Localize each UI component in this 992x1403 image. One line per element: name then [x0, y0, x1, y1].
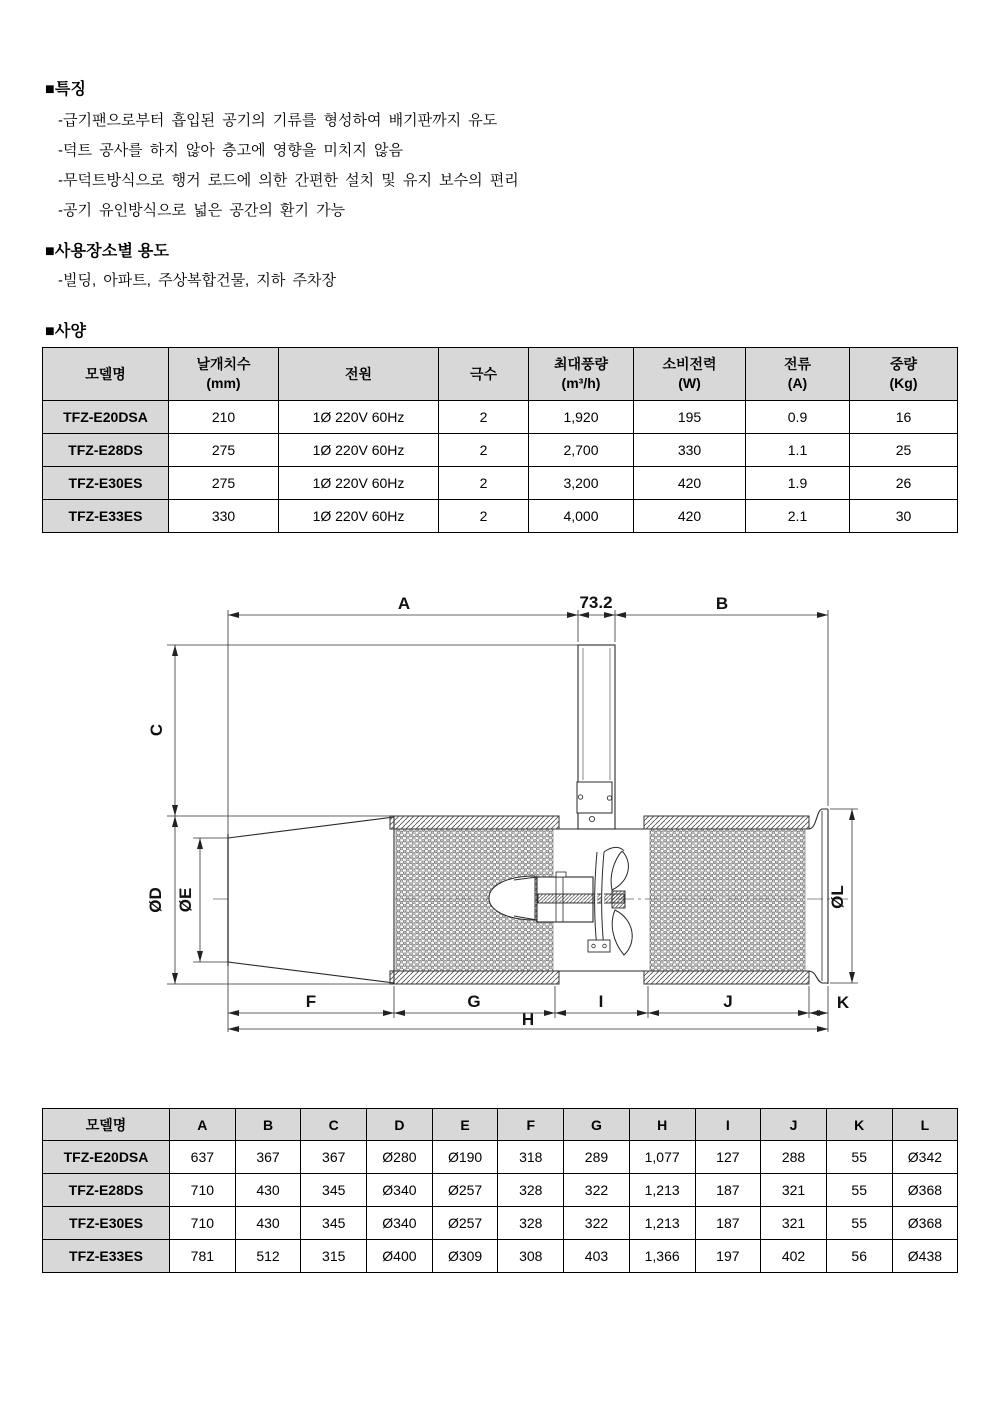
value-cell: 420 — [634, 467, 746, 500]
model-name-cell: TFZ-E30ES — [43, 467, 169, 500]
value-cell: 308 — [498, 1240, 564, 1273]
value-cell: Ø342 — [892, 1141, 958, 1174]
value-cell: 289 — [564, 1141, 630, 1174]
value-cell: 637 — [170, 1141, 236, 1174]
value-cell: Ø340 — [367, 1174, 433, 1207]
value-cell: 55 — [826, 1207, 892, 1240]
value-cell: Ø257 — [432, 1207, 498, 1240]
dim-label-j: J — [723, 992, 733, 1011]
dim-label-k: K — [836, 993, 850, 1012]
dims-col-header: H — [629, 1109, 695, 1141]
table-row — [43, 401, 958, 434]
value-cell: 1Ø 220V 60Hz — [279, 500, 439, 533]
value-cell: 420 — [634, 500, 746, 533]
spec-col-header: 소비전력 (W) — [634, 348, 746, 401]
value-cell: 195 — [634, 401, 746, 434]
value-cell: 315 — [301, 1240, 367, 1273]
value-cell: 1Ø 220V 60Hz — [279, 401, 439, 434]
value-cell: 4,000 — [529, 500, 634, 533]
value-cell: 345 — [301, 1174, 367, 1207]
value-cell: Ø190 — [432, 1141, 498, 1174]
dim-label-e: ØE — [176, 887, 195, 913]
value-cell: 3,200 — [529, 467, 634, 500]
value-cell: 210 — [169, 401, 279, 434]
dims-col-header: E — [432, 1109, 498, 1141]
value-cell: 197 — [695, 1240, 761, 1273]
model-name-cell: TFZ-E30ES — [43, 1207, 170, 1240]
table-row — [43, 500, 958, 533]
impeller-hub — [612, 891, 625, 908]
dim-label-d: ØD — [146, 887, 165, 913]
value-cell: 1,213 — [629, 1207, 695, 1240]
model-name-cell: TFZ-E28DS — [43, 1174, 170, 1207]
spec-col-header: 중량 (Kg) — [850, 348, 958, 401]
table-row — [43, 1240, 958, 1273]
value-cell: 0.9 — [746, 401, 850, 434]
mounting-plate — [588, 940, 610, 952]
value-cell: 1.1 — [746, 434, 850, 467]
dims-col-header: J — [761, 1109, 827, 1141]
dim-label-f: F — [305, 992, 317, 1011]
value-cell: 430 — [235, 1207, 301, 1240]
value-cell: 2 — [439, 434, 529, 467]
spec-table-header — [43, 348, 958, 401]
spec-col-header: 전류 (A) — [746, 348, 850, 401]
spec-title-wrap — [45, 318, 86, 341]
dim-label-a: A — [397, 594, 411, 613]
dims-col-header: F — [498, 1109, 564, 1141]
value-cell: 2.1 — [746, 500, 850, 533]
usage-list — [58, 266, 336, 296]
value-cell: 55 — [826, 1174, 892, 1207]
value-cell: 403 — [564, 1240, 630, 1273]
value-cell: 275 — [169, 467, 279, 500]
dims-col-header: L — [892, 1109, 958, 1141]
value-cell: 330 — [634, 434, 746, 467]
value-cell: 2 — [439, 500, 529, 533]
value-cell: 322 — [564, 1174, 630, 1207]
table-row — [43, 1174, 958, 1207]
value-cell: 1,213 — [629, 1174, 695, 1207]
value-cell: Ø438 — [892, 1240, 958, 1273]
value-cell: 30 — [850, 500, 958, 533]
value-cell: 345 — [301, 1207, 367, 1240]
dims-col-header: D — [367, 1109, 433, 1141]
dims-col-header: G — [564, 1109, 630, 1141]
value-cell: 187 — [695, 1174, 761, 1207]
value-cell: 25 — [850, 434, 958, 467]
value-cell: 321 — [761, 1207, 827, 1240]
table-row — [43, 1207, 958, 1240]
value-cell: 328 — [498, 1207, 564, 1240]
dims-col-header: I — [695, 1109, 761, 1141]
value-cell: 781 — [170, 1240, 236, 1273]
fan-technical-drawing — [0, 580, 992, 1050]
value-cell: 2 — [439, 401, 529, 434]
value-cell: 367 — [301, 1141, 367, 1174]
model-name-cell: TFZ-E28DS — [43, 434, 169, 467]
feature-item: -공기 유인방식으로 넓은 공간의 환기 가능 — [58, 202, 346, 219]
spec-col-header: 최대풍량 (m³/h) — [529, 348, 634, 401]
spec-col-header: 전원 — [279, 348, 439, 401]
table-row — [43, 1141, 958, 1174]
value-cell: 328 — [498, 1174, 564, 1207]
dim-label-h: H — [521, 1010, 535, 1029]
value-cell: 512 — [235, 1240, 301, 1273]
value-cell: 1,366 — [629, 1240, 695, 1273]
value-cell: 318 — [498, 1141, 564, 1174]
features-title: ■특징 — [45, 81, 87, 98]
value-cell: 710 — [170, 1207, 236, 1240]
spec-title: ■사양 — [45, 323, 87, 340]
value-cell: 330 — [169, 500, 279, 533]
dimensions-table-header — [43, 1109, 958, 1141]
value-cell: Ø400 — [367, 1240, 433, 1273]
motor-shaft — [538, 894, 624, 903]
dim-label-l: ØL — [828, 885, 847, 909]
value-cell: 1Ø 220V 60Hz — [279, 467, 439, 500]
value-cell: Ø280 — [367, 1141, 433, 1174]
usage-title: ■사용장소별 용도 — [45, 243, 170, 260]
outlet-flare — [809, 809, 828, 984]
spec-col-header: 날개치수 (mm) — [169, 348, 279, 401]
dim-label-gap: 73.2 — [579, 593, 613, 612]
value-cell: 288 — [761, 1141, 827, 1174]
silencer-cylinder-right — [644, 816, 809, 984]
dims-col-header: B — [235, 1109, 301, 1141]
value-cell: 16 — [850, 401, 958, 434]
spec-table-body — [43, 401, 958, 533]
value-cell: 55 — [826, 1141, 892, 1174]
value-cell: 187 — [695, 1207, 761, 1240]
usage-section — [45, 238, 336, 296]
dims-col-header: 모델명 — [43, 1109, 170, 1141]
dimensions-table — [42, 1108, 958, 1273]
dims-col-header: A — [170, 1109, 236, 1141]
value-cell: 322 — [564, 1207, 630, 1240]
value-cell: 367 — [235, 1141, 301, 1174]
feature-item: -급기팬으로부터 흡입된 공기의 기류를 형성하여 배기판까지 유도 — [58, 112, 498, 129]
model-name-cell: TFZ-E33ES — [43, 500, 169, 533]
value-cell: Ø368 — [892, 1174, 958, 1207]
value-cell: 1Ø 220V 60Hz — [279, 434, 439, 467]
value-cell: 1.9 — [746, 467, 850, 500]
spec-col-header: 극수 — [439, 348, 529, 401]
model-name-cell: TFZ-E20DSA — [43, 1141, 170, 1174]
value-cell: 710 — [170, 1174, 236, 1207]
feature-item: -무덕트방식으로 행거 로드에 의한 간편한 설치 및 유지 보수의 편리 — [58, 172, 519, 189]
value-cell: 2 — [439, 467, 529, 500]
value-cell: Ø257 — [432, 1174, 498, 1207]
dimensions-table-body — [43, 1141, 958, 1273]
dim-label-g: G — [467, 992, 481, 1011]
table-row — [43, 467, 958, 500]
dim-label-c: C — [147, 723, 166, 737]
value-cell: Ø309 — [432, 1240, 498, 1273]
model-name-cell: TFZ-E33ES — [43, 1240, 170, 1273]
dims-col-header: K — [826, 1109, 892, 1141]
spec-table — [42, 347, 958, 533]
value-cell: Ø368 — [892, 1207, 958, 1240]
value-cell: 26 — [850, 467, 958, 500]
value-cell: 430 — [235, 1174, 301, 1207]
value-cell: 2,700 — [529, 434, 634, 467]
dim-label-i: I — [598, 992, 604, 1011]
value-cell: 127 — [695, 1141, 761, 1174]
value-cell: 1,077 — [629, 1141, 695, 1174]
value-cell: 56 — [826, 1240, 892, 1273]
features-section — [45, 76, 519, 226]
value-cell: Ø340 — [367, 1207, 433, 1240]
model-name-cell: TFZ-E20DSA — [43, 401, 169, 434]
dims-col-header: C — [301, 1109, 367, 1141]
features-list — [58, 106, 519, 226]
hanger-bracket — [577, 645, 615, 829]
table-row — [43, 434, 958, 467]
intake-cone — [228, 817, 394, 983]
feature-item: -덕트 공사를 하지 않아 층고에 영향을 미치지 않음 — [58, 142, 403, 159]
value-cell: 321 — [761, 1174, 827, 1207]
dim-label-b: B — [715, 594, 729, 613]
spec-col-header: 모델명 — [43, 348, 169, 401]
value-cell: 402 — [761, 1240, 827, 1273]
value-cell: 1,920 — [529, 401, 634, 434]
value-cell: 275 — [169, 434, 279, 467]
usage-item: -빌딩, 아파트, 주상복합건물, 지하 주차장 — [58, 272, 337, 289]
